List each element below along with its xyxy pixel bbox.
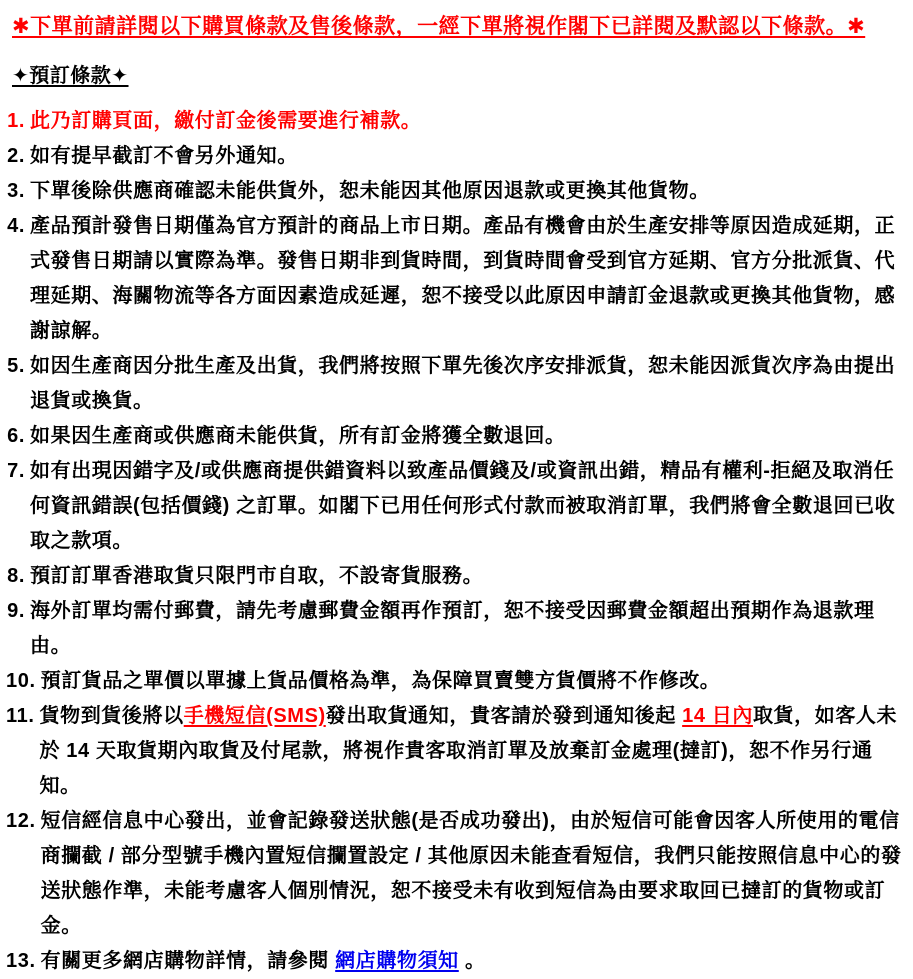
term-item bbox=[7, 104, 903, 139]
term-text bbox=[30, 349, 903, 419]
term-item bbox=[6, 944, 903, 979]
term-text bbox=[30, 454, 903, 559]
term-text-segment: 產品預計發售日期僅為官方預計的商品上市日期。產品有機會由於生產安排等原因造成延期，正式發售日期請以實際為準。發售日期非到貨時間，到貨時間會受到官方延期、官方分批派貨、代理延期、海關物流等各方面因素造成延遲，恕不接受以此原因申請訂金退款或更換其他貨物，感謝諒解。 bbox=[30, 215, 896, 342]
term-item bbox=[6, 664, 903, 699]
term-number: 7. bbox=[7, 460, 25, 482]
term-text-segment: 下單後除供應商確認未能供貨外，恕未能因其他原因退款或更換其他貨物。 bbox=[30, 180, 710, 202]
terms-list bbox=[6, 104, 903, 979]
term-item bbox=[7, 349, 903, 419]
term-item bbox=[7, 209, 903, 349]
term-item bbox=[7, 174, 903, 209]
term-number: 11. bbox=[6, 705, 35, 727]
term-text-segment: 。 bbox=[458, 950, 486, 972]
term-number: 2. bbox=[7, 145, 25, 167]
store-shopping-guide-link[interactable]: 網店購物須知 bbox=[335, 950, 459, 972]
highlighted-text: 14 日內 bbox=[682, 705, 753, 727]
highlighted-text: 此乃訂購頁面，繳付訂金後需要進行補款。 bbox=[30, 110, 422, 132]
term-text bbox=[30, 594, 903, 664]
term-text bbox=[30, 419, 903, 454]
term-number: 10. bbox=[6, 670, 36, 692]
term-item bbox=[7, 594, 903, 664]
term-text-segment: 有關更多網店購物詳情，請參閱 bbox=[40, 950, 336, 972]
term-text bbox=[41, 944, 903, 979]
term-item bbox=[6, 699, 903, 804]
term-text-segment: 如有出現因錯字及/或供應商提供錯資料以致產品價錢及/或資訊出錯，精品有權利-拒絕及取消任何資訊錯誤(包括價錢) 之訂單。如閣下已用任何形式付款而被取消訂單，我們將會全數退回已收取之款項。 bbox=[30, 460, 896, 552]
term-text bbox=[40, 699, 904, 804]
term-number: 4. bbox=[7, 215, 25, 237]
term-text bbox=[30, 174, 903, 209]
term-text-segment: 如有提早截訂不會另外通知。 bbox=[30, 145, 298, 167]
pre-order-notice-header: ✱下單前請詳閱以下購買條款及售後條款，一經下單將視作閣下已詳閱及默認以下條款。✱ bbox=[12, 15, 866, 38]
term-text bbox=[41, 804, 903, 944]
term-text-segment: 如因生產商因分批生產及出貨，我們將按照下單先後次序安排派貨，恕未能因派貨次序為由提出退貨或換貨。 bbox=[30, 355, 896, 412]
term-text bbox=[30, 104, 903, 139]
section-title-preorder-terms: ✦預訂條款✦ bbox=[12, 65, 129, 87]
term-number: 12. bbox=[6, 810, 36, 832]
term-text-segment: 發出取貨通知，貴客請於發到通知後起 bbox=[325, 705, 683, 727]
term-text-segment: 預訂訂單香港取貨只限門市自取，不設寄貨服務。 bbox=[30, 565, 484, 587]
term-text-segment: 如果因生產商或供應商未能供貨，所有訂金將獲全數退回。 bbox=[30, 425, 566, 447]
term-item bbox=[7, 139, 903, 174]
term-item bbox=[7, 559, 903, 594]
term-item bbox=[7, 419, 903, 454]
term-number: 8. bbox=[7, 565, 25, 587]
term-text-segment: 海外訂單均需付郵費，請先考慮郵費金額再作預訂，恕不接受因郵費金額超出預期作為退款理由。 bbox=[30, 600, 875, 657]
term-number: 13. bbox=[6, 950, 36, 972]
term-number: 6. bbox=[7, 425, 25, 447]
term-number: 9. bbox=[7, 600, 25, 622]
term-text-segment: 貨物到貨後將以 bbox=[39, 705, 184, 727]
term-item bbox=[6, 804, 903, 944]
term-text bbox=[30, 209, 903, 349]
highlighted-text: 手機短信(SMS) bbox=[183, 705, 326, 727]
term-text-segment: 短信經信息中心發出，並會記錄發送狀態(是否成功發出)，由於短信可能會因客人所使用的電信商攔截 / 部分型號手機內置短信攔置設定 / 其他原因未能查看短信，我們只能按照信息中心的發送狀態作準，未能考慮客人個別情況，恕不接受未有收到短信為由要求取回已撻訂的貨物或訂金。 bbox=[40, 810, 902, 937]
term-text bbox=[41, 664, 903, 699]
term-text bbox=[30, 139, 903, 174]
term-text-segment: 取貨，如客人未於 14 天取貨期內取貨及付尾款，將視作貴客取消訂單及放棄訂金處理(撻訂)，恕不作另行通知。 bbox=[39, 705, 898, 797]
term-item bbox=[7, 454, 903, 559]
term-text-segment: 預訂貨品之單價以單據上貨品價格為準，為保障買賣雙方貨價將不作修改。 bbox=[40, 670, 721, 692]
term-number: 3. bbox=[7, 180, 25, 202]
term-number: 1. bbox=[7, 110, 25, 132]
term-text bbox=[30, 559, 903, 594]
term-number: 5. bbox=[7, 355, 25, 377]
